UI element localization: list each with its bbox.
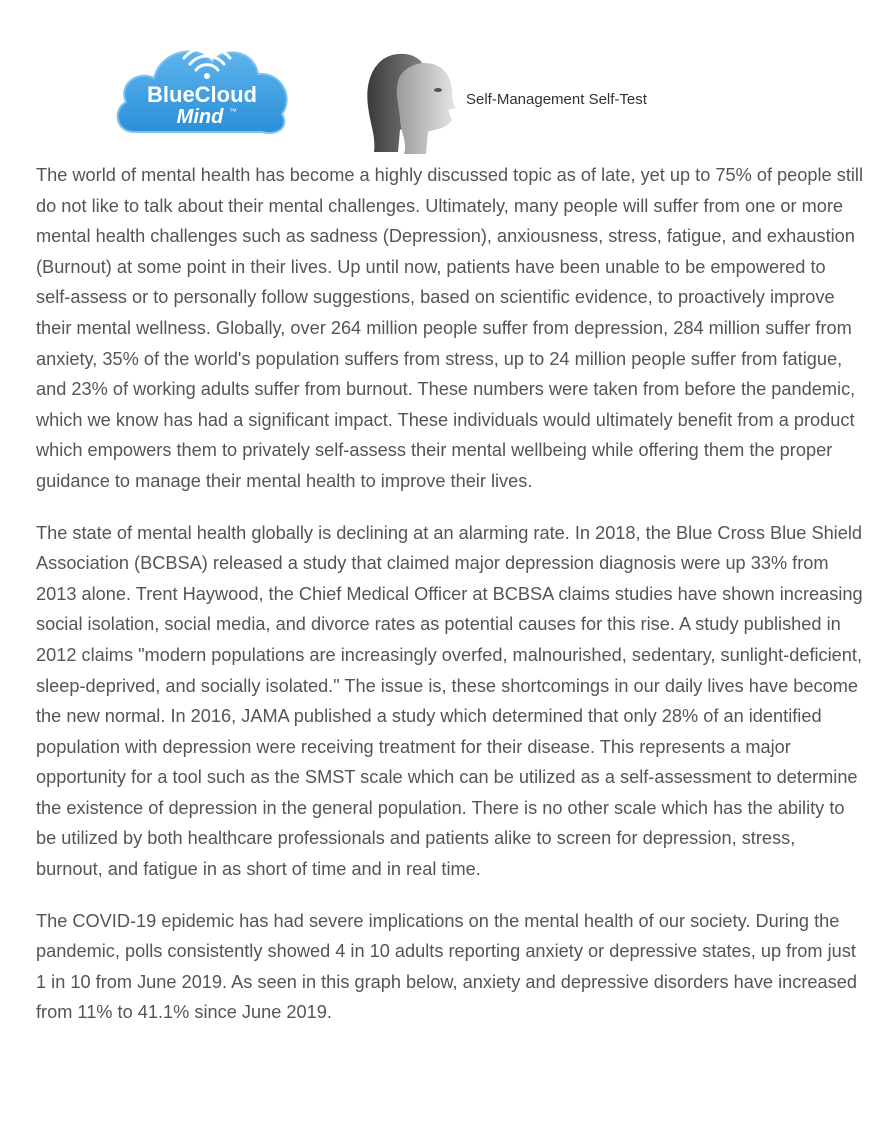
bluecloud-mind-logo bbox=[112, 32, 292, 136]
eye-shape bbox=[434, 88, 442, 92]
logo-text-line2: Mind bbox=[176, 106, 224, 128]
paragraph-1: The world of mental health has become a highly discussed topic as of late, yet up to 75% of people still do not like to talk about their mental challenges. Ultimately, many people will suffer from one or more mental health challenges such as sadness (Depression), anxiousness, stress, fatigue, and exhaustion (Burnout) at some point in their lives. Up until now, patients have been unable to be empowered to self-assess or to personally follow suggestions, based on scientific evidence, to proactively improve their mental wellness. Globally, over 264 million people suffer from depression, 284 million suffer from anxiety, 35% of the world's population suffers from stress, up to 24 million people suffer from fatigue, and 23% of working adults suffer from burnout. These numbers were taken from before the pandemic, which we know has had a significant impact. These individuals would ultimately benefit from a product which empowers them to privately self-assess their mental wellbeing while offering them the proper guidance to manage their mental health to improve their lives. bbox=[36, 165, 863, 491]
logo-trademark: ™ bbox=[229, 107, 237, 116]
page-title: Self-Management Self-Test bbox=[466, 91, 647, 108]
header bbox=[0, 0, 896, 160]
paragraph-3: The COVID-19 epidemic has had severe implications on the mental health of our society. During the pandemic, polls consistently showed 4 in 10 adults reporting anxiety or depressive states, up from just 1 in 10 from June 2019. As seen in this graph below, anxiety and depressive disorders have increased from 11% to 41.1% since June 2019. bbox=[36, 910, 857, 1023]
faces-icon bbox=[360, 46, 464, 156]
document-body bbox=[36, 160, 864, 1028]
light-face-shape bbox=[397, 63, 456, 154]
logo-text-line1: BlueCloud bbox=[147, 82, 257, 107]
paragraph-2: The state of mental health globally is declining at an alarming rate. In 2018, the Blue Cross Blue Shield Association (BCBSA) released a study that claimed major depression diagnosis were up 33% from 2013 alone. Trent Haywood, the Chief Medical Officer at BCBSA claims studies have shown increasing social isolation, social media, and divorce rates as potential causes for this rise. A study published in 2012 claims "modern populations are increasingly overfed, malnourished, sedentary, sunlight-deficient, sleep-deprived, and socially isolated." The issue is, these shortcomings in our daily lives have become the new normal. In 2016, JAMA published a study which determined that only 28% of an identified population with depression were receiving treatment for their disease. This represents a major opportunity for a tool such as the SMST scale which can be utilized as a self-assessment to determine the existence of depression in the general population. There is no other scale which has the ability to be utilized by both healthcare professionals and patients alike to screen for depression, stress, burnout, and fatigue in as short of time and in real time. bbox=[36, 522, 863, 880]
